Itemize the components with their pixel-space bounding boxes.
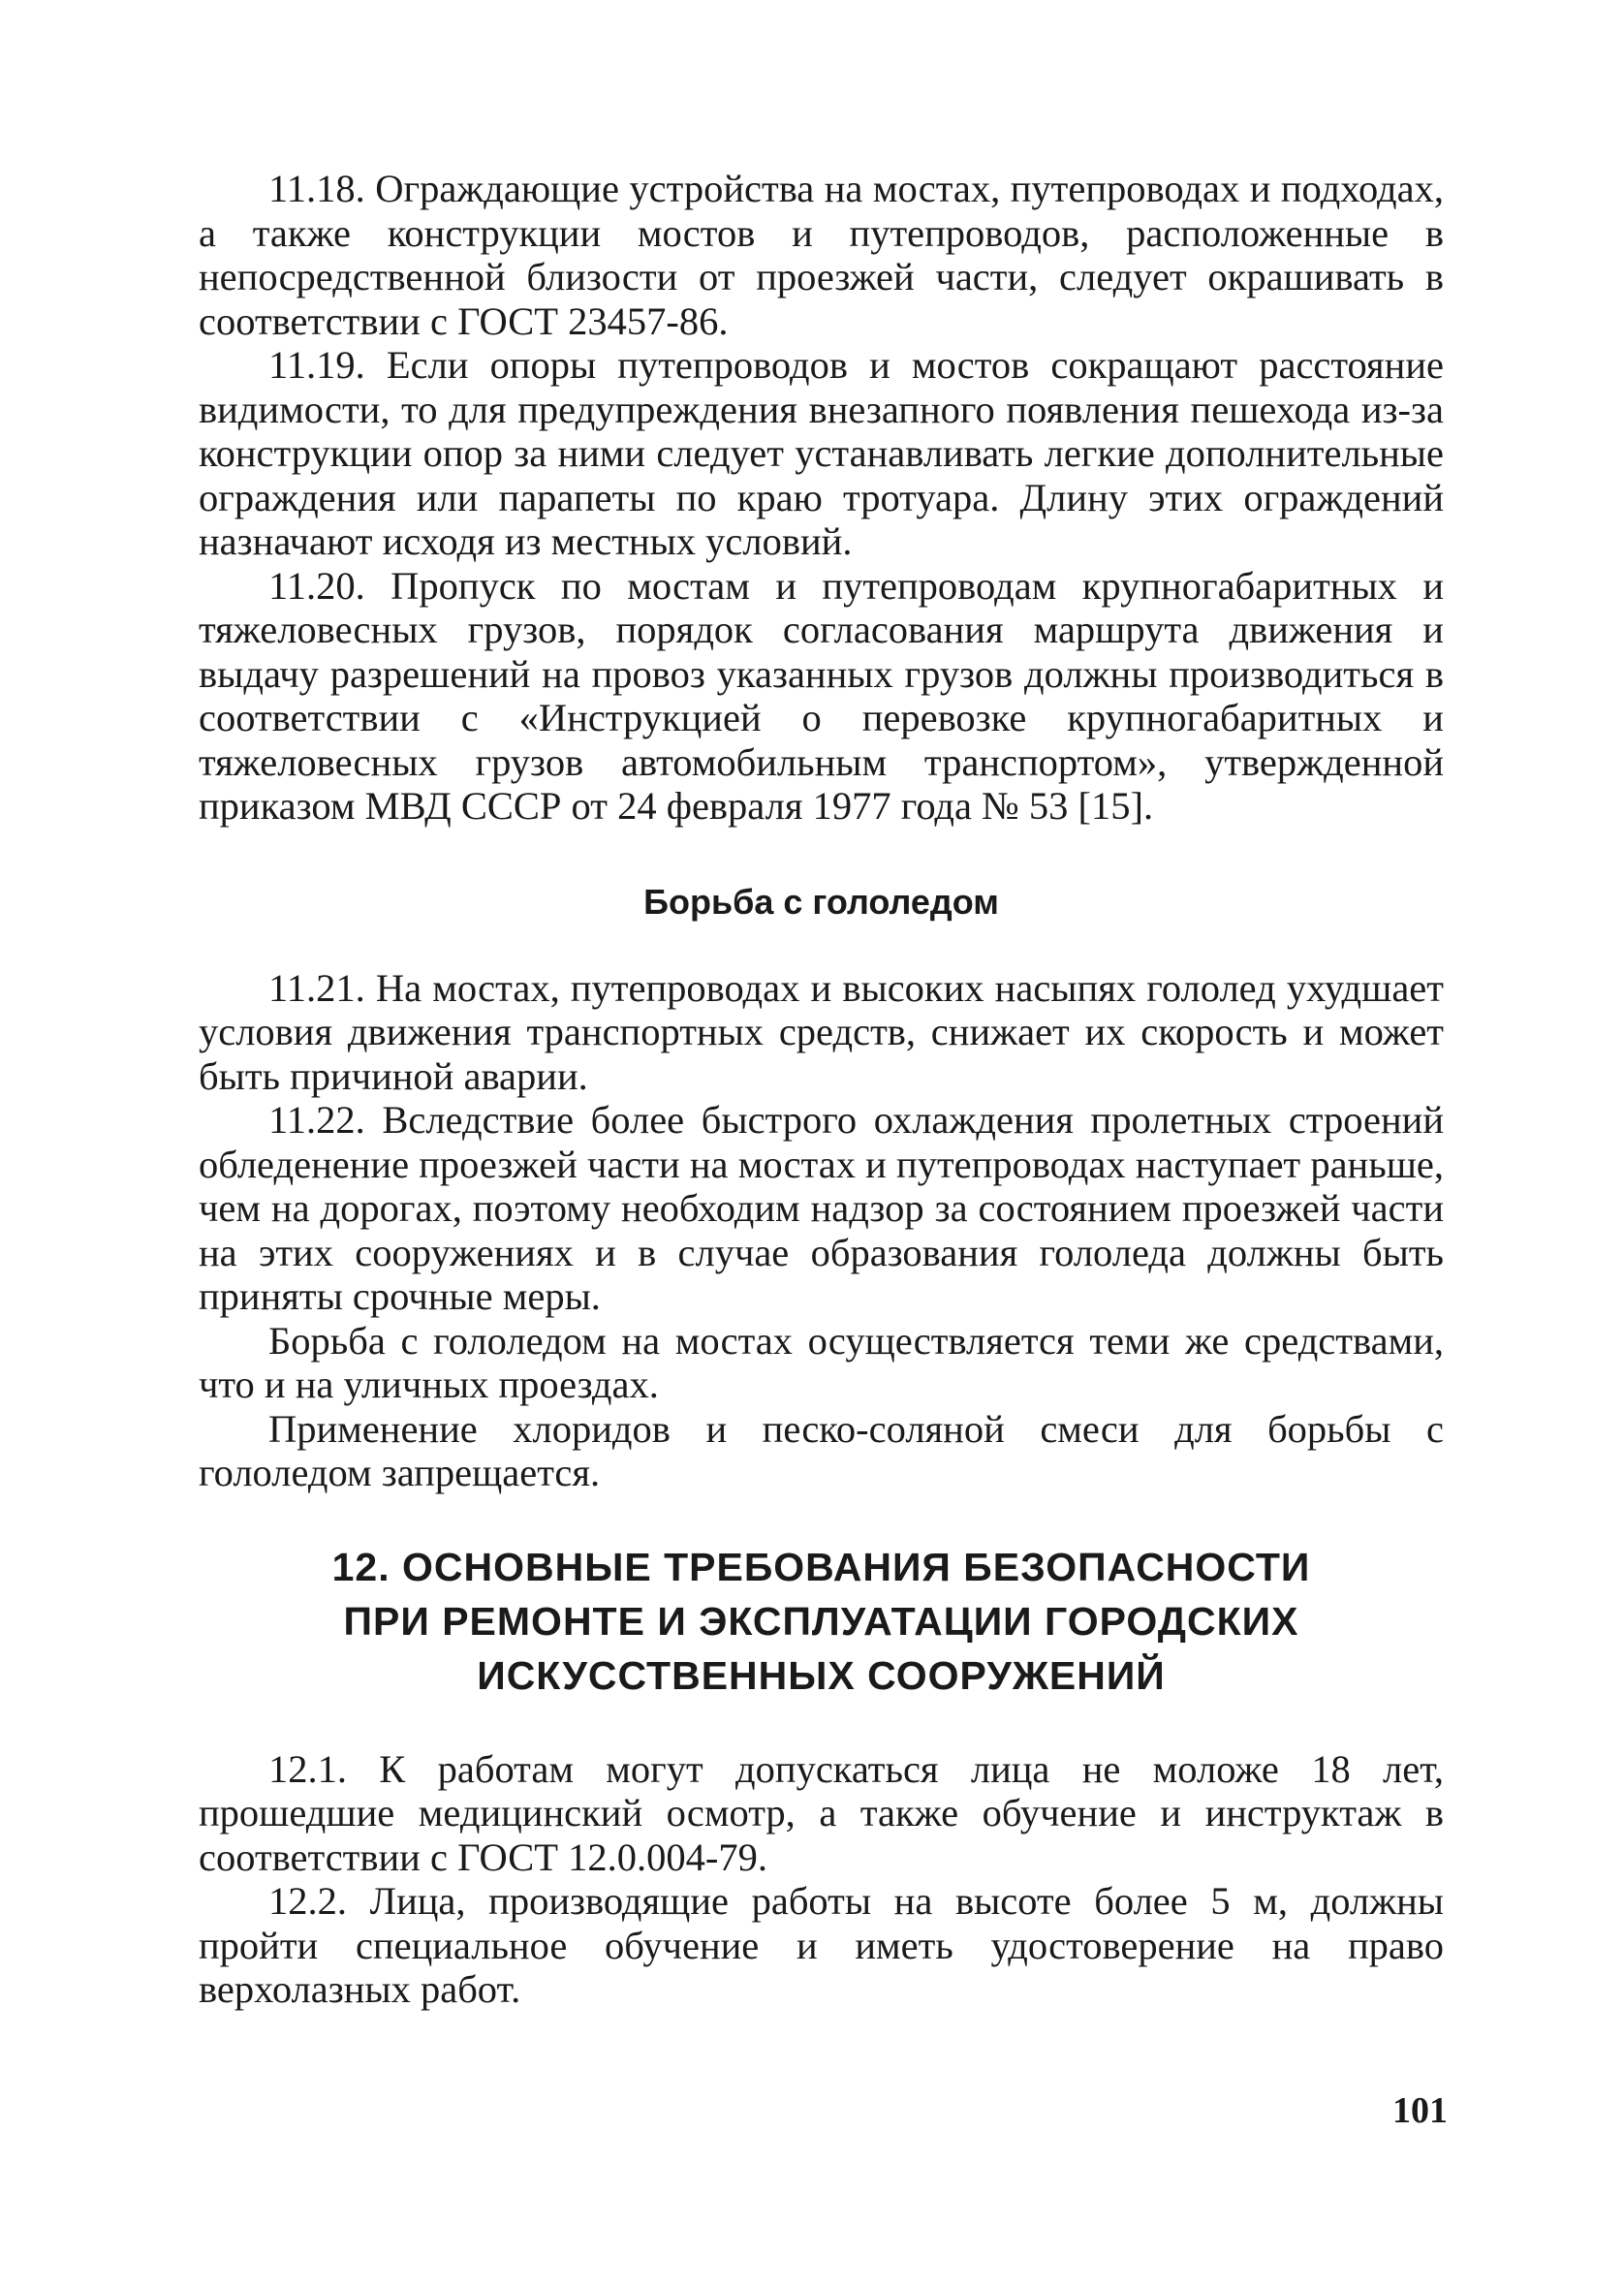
page-number: 101 — [1392, 2090, 1448, 2131]
paragraph-ice-means: Борьба с гололедом на мостах осуществляется теми же средствами, что и на уличных проездах. — [199, 1318, 1444, 1406]
section-12-heading — [199, 1540, 1444, 1703]
section-12-heading-line-1: 12. ОСНОВНЫЕ ТРЕБОВАНИЯ БЕЗОПАСНОСТИ — [331, 1544, 1311, 1589]
paragraph-12-1: 12.1. К работам могут допускаться лица не моложе 18 лет, прошедшие медицинский осмотр, а также обучение и инструктаж в соответствии с ГОСТ 12.0.004-79. — [199, 1746, 1444, 1879]
paragraph-11-22: 11.22. Вследствие более быстрого охлаждения пролетных строений обледенение проезжей части на мостах и путепроводах наступает раньше, чем на дорогах, поэтому необходим надзор за состоянием проезжей части на этих сооружениях и в случае образования гололеда должны быть приняты срочные меры. — [199, 1098, 1444, 1318]
paragraph-chlorides-ban: Применение хлоридов и песко-соляной смеси для борьбы с гололедом запрещается. — [199, 1406, 1444, 1494]
paragraph-11-21: 11.21. На мостах, путепроводах и высоких насыпях гололед ухудшает условия движения транспортных средств, снижает их скорость и может быть причиной аварии. — [199, 965, 1444, 1098]
paragraph-11-18: 11.18. Ограждающие устройства на мостах, путепроводах и подходах, а также конструкции мостов и путепроводов, расположенные в непосредственной близости от проезжей части, следует окрашивать в соответствии с ГОСТ 23457-86. — [199, 167, 1444, 343]
paragraph-12-2: 12.2. Лица, производящие работы на высоте более 5 м, должны пройти специальное обучение и иметь удостоверение на право верхолазных работ. — [199, 1879, 1444, 2011]
paragraph-11-19: 11.19. Если опоры путепроводов и мостов сокращают расстояние видимости, то для предупреждения внезапного появления пешехода из-за конструкции опор за ними следует устанавливать легкие дополнительные ограждения или парапеты по краю тротуара. Длину этих ограждений назначают исходя из местных условий. — [199, 343, 1444, 563]
document-page — [199, 167, 1444, 2012]
section-12-heading-line-2: ПРИ РЕМОНТЕ И ЭКСПЛУАТАЦИИ ГОРОДСКИХ — [343, 1598, 1299, 1644]
subheading-ice-control: Борьба с гололедом — [643, 881, 999, 922]
paragraph-11-20: 11.20. Пропуск по мостам и путепроводам крупногабаритных и тяжеловесных грузов, порядок согласования маршрута движения и выдачу разрешений на провоз указанных грузов должны производиться в соответствии с «Инструкцией о перевозке крупногабаритных и тяжеловесных грузов автомобильным транспортом», утвержденной приказом МВД СССР от 24 февраля 1977 года № 53 [15]. — [199, 563, 1444, 828]
section-12-heading-line-3: ИСКУССТВЕННЫХ СООРУЖЕНИЙ — [477, 1652, 1166, 1698]
